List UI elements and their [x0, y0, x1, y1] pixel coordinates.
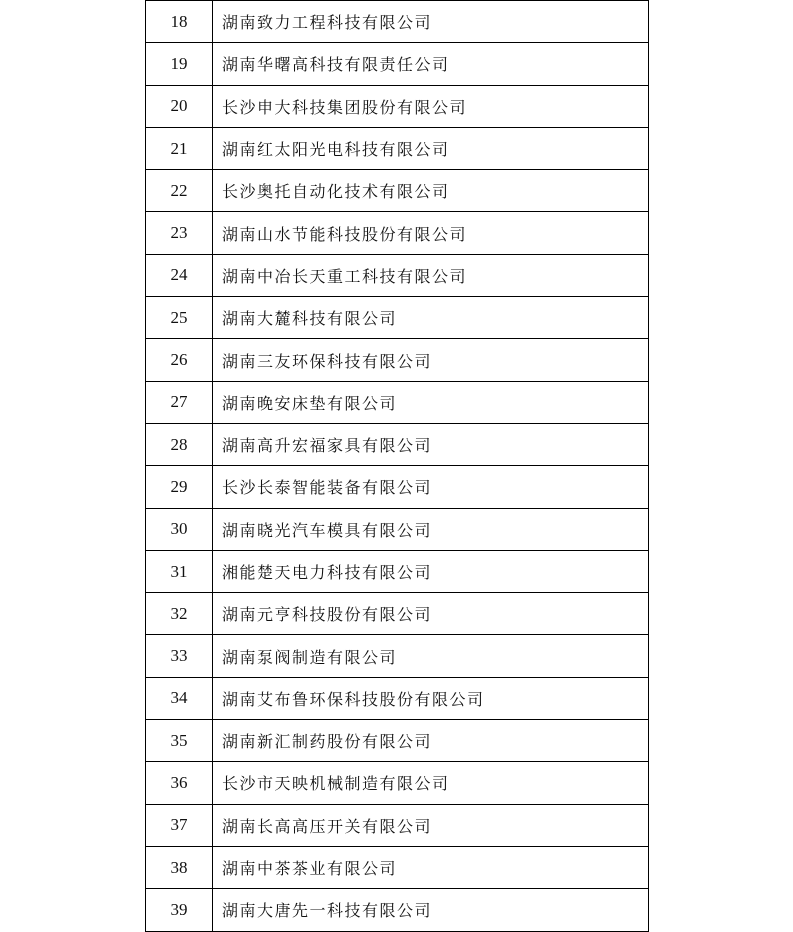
row-number: 28 — [146, 423, 213, 465]
table-row — [146, 677, 649, 719]
row-number: 25 — [146, 297, 213, 339]
row-number: 32 — [146, 593, 213, 635]
company-name: 湖南华曙高科技有限责任公司 — [213, 43, 649, 85]
table-row — [146, 720, 649, 762]
table-row — [146, 339, 649, 381]
row-number: 27 — [146, 381, 213, 423]
table-row — [146, 550, 649, 592]
row-number: 31 — [146, 550, 213, 592]
company-name: 湖南中茶茶业有限公司 — [213, 846, 649, 888]
company-name: 长沙长泰智能装备有限公司 — [213, 466, 649, 508]
row-number: 29 — [146, 466, 213, 508]
company-name: 湖南长高高压开关有限公司 — [213, 804, 649, 846]
company-name: 湖南中冶长天重工科技有限公司 — [213, 254, 649, 296]
company-list-body — [146, 1, 649, 932]
table-row — [146, 423, 649, 465]
company-name: 湘能楚天电力科技有限公司 — [213, 550, 649, 592]
table-row — [146, 254, 649, 296]
company-name: 湖南新汇制药股份有限公司 — [213, 720, 649, 762]
company-name: 湖南元亨科技股份有限公司 — [213, 593, 649, 635]
table-row — [146, 127, 649, 169]
company-name: 湖南泵阀制造有限公司 — [213, 635, 649, 677]
table-row — [146, 593, 649, 635]
table-row — [146, 1, 649, 43]
company-name: 湖南大唐先一科技有限公司 — [213, 889, 649, 931]
table-row — [146, 804, 649, 846]
row-number: 24 — [146, 254, 213, 296]
row-number: 30 — [146, 508, 213, 550]
company-list-table — [145, 0, 649, 932]
company-name: 湖南大麓科技有限公司 — [213, 297, 649, 339]
company-name: 湖南高升宏福家具有限公司 — [213, 423, 649, 465]
table-row — [146, 85, 649, 127]
table-row — [146, 466, 649, 508]
company-name: 长沙市天映机械制造有限公司 — [213, 762, 649, 804]
company-name: 湖南三友环保科技有限公司 — [213, 339, 649, 381]
company-name: 湖南致力工程科技有限公司 — [213, 1, 649, 43]
table-row — [146, 170, 649, 212]
table-row — [146, 508, 649, 550]
table-row — [146, 297, 649, 339]
company-name: 湖南晚安床垫有限公司 — [213, 381, 649, 423]
company-name: 湖南晓光汽车模具有限公司 — [213, 508, 649, 550]
company-list-table-wrapper — [145, 0, 649, 932]
table-row — [146, 43, 649, 85]
company-name: 湖南艾布鲁环保科技股份有限公司 — [213, 677, 649, 719]
row-number: 35 — [146, 720, 213, 762]
table-row — [146, 381, 649, 423]
row-number: 18 — [146, 1, 213, 43]
row-number: 20 — [146, 85, 213, 127]
row-number: 33 — [146, 635, 213, 677]
row-number: 26 — [146, 339, 213, 381]
row-number: 37 — [146, 804, 213, 846]
row-number: 34 — [146, 677, 213, 719]
company-name: 长沙奥托自动化技术有限公司 — [213, 170, 649, 212]
row-number: 36 — [146, 762, 213, 804]
row-number: 39 — [146, 889, 213, 931]
table-row — [146, 635, 649, 677]
company-name: 湖南山水节能科技股份有限公司 — [213, 212, 649, 254]
row-number: 22 — [146, 170, 213, 212]
table-row — [146, 889, 649, 931]
table-row — [146, 762, 649, 804]
company-name: 湖南红太阳光电科技有限公司 — [213, 127, 649, 169]
row-number: 38 — [146, 846, 213, 888]
row-number: 23 — [146, 212, 213, 254]
row-number: 21 — [146, 127, 213, 169]
company-name: 长沙申大科技集团股份有限公司 — [213, 85, 649, 127]
table-row — [146, 212, 649, 254]
table-row — [146, 846, 649, 888]
row-number: 19 — [146, 43, 213, 85]
